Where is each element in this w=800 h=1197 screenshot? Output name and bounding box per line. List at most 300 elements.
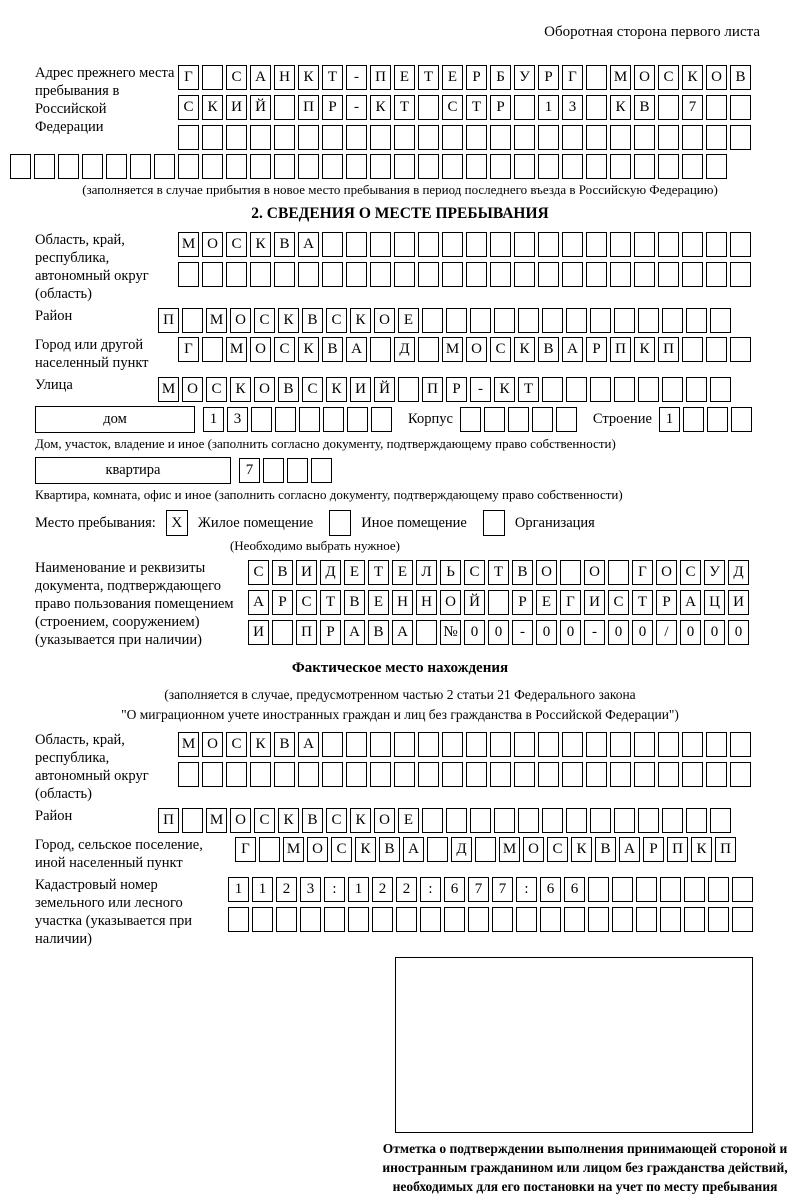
form-cell[interactable]: [658, 232, 679, 257]
form-cell[interactable]: 1: [659, 407, 680, 432]
form-cell[interactable]: И: [728, 590, 749, 615]
form-cell[interactable]: [420, 907, 441, 932]
form-cell[interactable]: [202, 125, 223, 150]
form-cell[interactable]: [10, 154, 31, 179]
form-cell[interactable]: 7: [682, 95, 703, 120]
form-cell[interactable]: [566, 808, 587, 833]
form-cell[interactable]: [562, 732, 583, 757]
form-cell[interactable]: [710, 308, 731, 333]
form-cell[interactable]: О: [706, 65, 727, 90]
form-cell[interactable]: [686, 377, 707, 402]
form-cell[interactable]: Д: [394, 337, 415, 362]
form-cell[interactable]: [586, 262, 607, 287]
form-cell[interactable]: [590, 377, 611, 402]
form-cell[interactable]: [556, 407, 577, 432]
form-cell[interactable]: [394, 125, 415, 150]
form-cell[interactable]: [470, 308, 491, 333]
form-cell[interactable]: С: [608, 590, 629, 615]
form-cell[interactable]: О: [374, 808, 395, 833]
form-cell[interactable]: 0: [632, 620, 653, 645]
form-cell[interactable]: [422, 308, 443, 333]
form-cell[interactable]: [251, 407, 272, 432]
form-cell[interactable]: [418, 232, 439, 257]
form-cell[interactable]: В: [379, 837, 400, 862]
form-cell[interactable]: [228, 907, 249, 932]
form-cell[interactable]: [706, 337, 727, 362]
form-cell[interactable]: Г: [178, 337, 199, 362]
form-cell[interactable]: О: [536, 560, 557, 585]
form-cell[interactable]: /: [656, 620, 677, 645]
form-cell[interactable]: С: [442, 95, 463, 120]
form-cell[interactable]: Р: [643, 837, 664, 862]
form-cell[interactable]: 1: [203, 407, 224, 432]
form-cell[interactable]: [418, 125, 439, 150]
form-cell[interactable]: [610, 262, 631, 287]
form-cell[interactable]: [418, 95, 439, 120]
form-cell[interactable]: [418, 732, 439, 757]
form-cell[interactable]: [466, 762, 487, 787]
form-cell[interactable]: [490, 732, 511, 757]
form-cell[interactable]: К: [355, 837, 376, 862]
form-cell[interactable]: [346, 262, 367, 287]
form-cell[interactable]: [586, 732, 607, 757]
form-cell[interactable]: Р: [538, 65, 559, 90]
form-cell[interactable]: [490, 262, 511, 287]
form-cell[interactable]: [710, 808, 731, 833]
form-cell[interactable]: [682, 154, 703, 179]
form-cell[interactable]: М: [206, 808, 227, 833]
form-cell[interactable]: [274, 262, 295, 287]
form-cell[interactable]: [346, 232, 367, 257]
form-cell[interactable]: [370, 732, 391, 757]
form-cell[interactable]: И: [248, 620, 269, 645]
form-cell[interactable]: [322, 732, 343, 757]
form-cell[interactable]: С: [254, 308, 275, 333]
form-cell[interactable]: С: [296, 590, 317, 615]
form-cell[interactable]: А: [298, 232, 319, 257]
form-cell[interactable]: Г: [178, 65, 199, 90]
form-cell[interactable]: [658, 95, 679, 120]
form-cell[interactable]: Б: [490, 65, 511, 90]
form-cell[interactable]: [372, 907, 393, 932]
form-cell[interactable]: [416, 620, 437, 645]
form-cell[interactable]: [590, 808, 611, 833]
form-cell[interactable]: [346, 732, 367, 757]
form-cell[interactable]: Т: [488, 560, 509, 585]
form-cell[interactable]: [347, 407, 368, 432]
form-cell[interactable]: [562, 125, 583, 150]
form-cell[interactable]: [226, 125, 247, 150]
form-cell[interactable]: [518, 308, 539, 333]
form-cell[interactable]: [490, 232, 511, 257]
form-cell[interactable]: И: [584, 590, 605, 615]
form-cell[interactable]: [682, 732, 703, 757]
form-cell[interactable]: [686, 808, 707, 833]
form-cell[interactable]: [34, 154, 55, 179]
form-cell[interactable]: А: [403, 837, 424, 862]
form-cell[interactable]: [394, 762, 415, 787]
form-cell[interactable]: М: [178, 732, 199, 757]
form-cell[interactable]: [732, 877, 753, 902]
form-cell[interactable]: [370, 125, 391, 150]
form-cell[interactable]: А: [562, 337, 583, 362]
form-cell[interactable]: [730, 732, 751, 757]
form-cell[interactable]: [706, 154, 727, 179]
form-cell[interactable]: [730, 95, 751, 120]
form-cell[interactable]: С: [226, 65, 247, 90]
form-cell[interactable]: М: [499, 837, 520, 862]
form-cell[interactable]: [250, 154, 271, 179]
form-cell[interactable]: Г: [562, 65, 583, 90]
form-cell[interactable]: [586, 232, 607, 257]
form-cell[interactable]: [442, 762, 463, 787]
form-cell[interactable]: [130, 154, 151, 179]
checkbox-residential[interactable]: X: [166, 510, 188, 536]
form-cell[interactable]: [488, 590, 509, 615]
form-cell[interactable]: [612, 907, 633, 932]
form-cell[interactable]: П: [370, 65, 391, 90]
form-cell[interactable]: [608, 560, 629, 585]
form-cell[interactable]: 0: [536, 620, 557, 645]
form-cell[interactable]: [538, 125, 559, 150]
form-cell[interactable]: 3: [227, 407, 248, 432]
form-cell[interactable]: 0: [728, 620, 749, 645]
form-cell[interactable]: [730, 125, 751, 150]
form-cell[interactable]: С: [248, 560, 269, 585]
form-cell[interactable]: -: [346, 95, 367, 120]
form-cell[interactable]: 2: [276, 877, 297, 902]
form-cell[interactable]: [370, 154, 391, 179]
form-cell[interactable]: В: [368, 620, 389, 645]
form-cell[interactable]: Т: [466, 95, 487, 120]
form-cell[interactable]: А: [619, 837, 640, 862]
form-cell[interactable]: [370, 232, 391, 257]
form-cell[interactable]: П: [298, 95, 319, 120]
form-cell[interactable]: [658, 154, 679, 179]
form-cell[interactable]: [274, 154, 295, 179]
form-cell[interactable]: Р: [446, 377, 467, 402]
form-cell[interactable]: О: [466, 337, 487, 362]
form-cell[interactable]: [538, 232, 559, 257]
form-cell[interactable]: С: [226, 732, 247, 757]
form-cell[interactable]: [322, 762, 343, 787]
form-cell[interactable]: [684, 877, 705, 902]
form-cell[interactable]: Т: [418, 65, 439, 90]
form-cell[interactable]: О: [202, 232, 223, 257]
form-cell[interactable]: В: [595, 837, 616, 862]
form-cell[interactable]: [658, 262, 679, 287]
form-cell[interactable]: К: [634, 337, 655, 362]
form-cell[interactable]: [272, 620, 293, 645]
form-cell[interactable]: Р: [490, 95, 511, 120]
form-cell[interactable]: [706, 262, 727, 287]
form-cell[interactable]: В: [274, 732, 295, 757]
form-cell[interactable]: С: [658, 65, 679, 90]
form-cell[interactable]: [514, 262, 535, 287]
form-cell[interactable]: С: [464, 560, 485, 585]
form-cell[interactable]: [446, 808, 467, 833]
form-cell[interactable]: [514, 762, 535, 787]
form-cell[interactable]: [732, 907, 753, 932]
form-cell[interactable]: 6: [564, 877, 585, 902]
form-cell[interactable]: С: [680, 560, 701, 585]
form-cell[interactable]: [490, 762, 511, 787]
form-cell[interactable]: Т: [322, 65, 343, 90]
form-cell[interactable]: 1: [228, 877, 249, 902]
form-cell[interactable]: А: [248, 590, 269, 615]
form-cell[interactable]: О: [250, 337, 271, 362]
form-cell[interactable]: [514, 732, 535, 757]
form-cell[interactable]: Ь: [440, 560, 461, 585]
form-cell[interactable]: Е: [398, 308, 419, 333]
form-cell[interactable]: С: [226, 232, 247, 257]
form-cell[interactable]: Е: [442, 65, 463, 90]
form-cell[interactable]: [610, 732, 631, 757]
form-cell[interactable]: М: [158, 377, 179, 402]
form-cell[interactable]: П: [658, 337, 679, 362]
form-cell[interactable]: П: [715, 837, 736, 862]
form-cell[interactable]: [178, 154, 199, 179]
form-cell[interactable]: Т: [368, 560, 389, 585]
form-cell[interactable]: В: [634, 95, 655, 120]
form-cell[interactable]: О: [230, 808, 251, 833]
form-cell[interactable]: [636, 877, 657, 902]
form-cell[interactable]: Р: [586, 337, 607, 362]
form-cell[interactable]: [562, 154, 583, 179]
form-cell[interactable]: [178, 125, 199, 150]
form-cell[interactable]: [346, 125, 367, 150]
form-cell[interactable]: [686, 308, 707, 333]
form-cell[interactable]: В: [274, 232, 295, 257]
form-cell[interactable]: [252, 907, 273, 932]
form-cell[interactable]: М: [206, 308, 227, 333]
form-cell[interactable]: О: [656, 560, 677, 585]
form-cell[interactable]: Т: [320, 590, 341, 615]
form-cell[interactable]: [259, 837, 280, 862]
form-cell[interactable]: С: [326, 308, 347, 333]
form-cell[interactable]: [614, 308, 635, 333]
form-cell[interactable]: К: [682, 65, 703, 90]
form-cell[interactable]: 6: [540, 877, 561, 902]
form-cell[interactable]: 7: [239, 458, 260, 483]
form-cell[interactable]: [660, 907, 681, 932]
form-cell[interactable]: [446, 308, 467, 333]
form-cell[interactable]: У: [704, 560, 725, 585]
form-cell[interactable]: [394, 732, 415, 757]
form-cell[interactable]: Й: [374, 377, 395, 402]
form-cell[interactable]: [202, 154, 223, 179]
form-cell[interactable]: [634, 262, 655, 287]
form-cell[interactable]: К: [278, 808, 299, 833]
form-cell[interactable]: [706, 232, 727, 257]
form-cell[interactable]: [730, 762, 751, 787]
form-cell[interactable]: А: [250, 65, 271, 90]
form-cell[interactable]: Г: [235, 837, 256, 862]
form-cell[interactable]: [299, 407, 320, 432]
form-cell[interactable]: [466, 154, 487, 179]
form-cell[interactable]: [427, 837, 448, 862]
form-cell[interactable]: [298, 154, 319, 179]
form-cell[interactable]: Н: [274, 65, 295, 90]
form-cell[interactable]: 0: [488, 620, 509, 645]
form-cell[interactable]: [610, 762, 631, 787]
form-cell[interactable]: [346, 762, 367, 787]
form-cell[interactable]: К: [326, 377, 347, 402]
form-cell[interactable]: К: [514, 337, 535, 362]
form-cell[interactable]: [442, 732, 463, 757]
form-cell[interactable]: [634, 154, 655, 179]
form-cell[interactable]: Т: [632, 590, 653, 615]
form-cell[interactable]: [468, 907, 489, 932]
form-cell[interactable]: [638, 308, 659, 333]
form-cell[interactable]: П: [667, 837, 688, 862]
form-cell[interactable]: [514, 95, 535, 120]
form-cell[interactable]: [470, 808, 491, 833]
form-cell[interactable]: Р: [320, 620, 341, 645]
form-cell[interactable]: С: [490, 337, 511, 362]
form-cell[interactable]: 0: [464, 620, 485, 645]
form-cell[interactable]: [311, 458, 332, 483]
form-cell[interactable]: Й: [464, 590, 485, 615]
form-cell[interactable]: [610, 232, 631, 257]
form-cell[interactable]: Е: [368, 590, 389, 615]
form-cell[interactable]: [706, 95, 727, 120]
form-cell[interactable]: Р: [272, 590, 293, 615]
form-cell[interactable]: [348, 907, 369, 932]
form-cell[interactable]: С: [254, 808, 275, 833]
form-cell[interactable]: [322, 262, 343, 287]
form-cell[interactable]: [490, 154, 511, 179]
form-cell[interactable]: [346, 154, 367, 179]
form-cell[interactable]: О: [440, 590, 461, 615]
form-cell[interactable]: [226, 262, 247, 287]
form-cell[interactable]: В: [302, 808, 323, 833]
form-cell[interactable]: Е: [536, 590, 557, 615]
form-cell[interactable]: [287, 458, 308, 483]
form-cell[interactable]: [538, 762, 559, 787]
form-cell[interactable]: С: [302, 377, 323, 402]
form-cell[interactable]: [610, 125, 631, 150]
form-cell[interactable]: К: [691, 837, 712, 862]
form-cell[interactable]: [394, 154, 415, 179]
form-cell[interactable]: :: [420, 877, 441, 902]
form-cell[interactable]: К: [230, 377, 251, 402]
form-cell[interactable]: О: [634, 65, 655, 90]
form-cell[interactable]: -: [470, 377, 491, 402]
form-cell[interactable]: [532, 407, 553, 432]
form-cell[interactable]: [444, 907, 465, 932]
form-cell[interactable]: 7: [468, 877, 489, 902]
form-cell[interactable]: В: [344, 590, 365, 615]
form-cell[interactable]: П: [296, 620, 317, 645]
form-cell[interactable]: К: [370, 95, 391, 120]
form-cell[interactable]: С: [274, 337, 295, 362]
form-cell[interactable]: О: [202, 732, 223, 757]
form-cell[interactable]: П: [610, 337, 631, 362]
form-cell[interactable]: В: [278, 377, 299, 402]
form-cell[interactable]: [300, 907, 321, 932]
form-cell[interactable]: [422, 808, 443, 833]
form-cell[interactable]: [706, 762, 727, 787]
form-cell[interactable]: [706, 125, 727, 150]
form-cell[interactable]: К: [250, 232, 271, 257]
form-cell[interactable]: Е: [392, 560, 413, 585]
form-cell[interactable]: М: [178, 232, 199, 257]
form-cell[interactable]: О: [374, 308, 395, 333]
form-cell[interactable]: [708, 877, 729, 902]
form-cell[interactable]: [560, 560, 581, 585]
form-cell[interactable]: [662, 308, 683, 333]
form-cell[interactable]: [634, 125, 655, 150]
form-cell[interactable]: [707, 407, 728, 432]
form-cell[interactable]: :: [516, 877, 537, 902]
form-cell[interactable]: И: [296, 560, 317, 585]
form-cell[interactable]: [730, 337, 751, 362]
checkbox-organization[interactable]: [483, 510, 505, 536]
form-cell[interactable]: К: [494, 377, 515, 402]
form-cell[interactable]: [418, 262, 439, 287]
form-cell[interactable]: 3: [562, 95, 583, 120]
form-cell[interactable]: Р: [656, 590, 677, 615]
form-cell[interactable]: [610, 154, 631, 179]
form-cell[interactable]: [58, 154, 79, 179]
form-cell[interactable]: [538, 732, 559, 757]
form-cell[interactable]: К: [278, 308, 299, 333]
form-cell[interactable]: 1: [348, 877, 369, 902]
form-cell[interactable]: [660, 877, 681, 902]
form-cell[interactable]: О: [182, 377, 203, 402]
form-cell[interactable]: [682, 262, 703, 287]
form-cell[interactable]: И: [226, 95, 247, 120]
form-cell[interactable]: О: [230, 308, 251, 333]
form-cell[interactable]: Р: [512, 590, 533, 615]
form-cell[interactable]: 1: [252, 877, 273, 902]
form-cell[interactable]: Д: [728, 560, 749, 585]
form-cell[interactable]: Е: [398, 808, 419, 833]
form-cell[interactable]: К: [571, 837, 592, 862]
form-cell[interactable]: [202, 337, 223, 362]
form-cell[interactable]: [540, 907, 561, 932]
form-cell[interactable]: Д: [451, 837, 472, 862]
form-cell[interactable]: [298, 125, 319, 150]
form-cell[interactable]: [494, 308, 515, 333]
form-cell[interactable]: В: [272, 560, 293, 585]
form-cell[interactable]: [538, 262, 559, 287]
form-cell[interactable]: [322, 154, 343, 179]
form-cell[interactable]: [106, 154, 127, 179]
form-cell[interactable]: [538, 154, 559, 179]
form-cell[interactable]: К: [350, 308, 371, 333]
form-cell[interactable]: [562, 762, 583, 787]
form-cell[interactable]: 2: [396, 877, 417, 902]
form-cell[interactable]: [658, 732, 679, 757]
form-cell[interactable]: 6: [444, 877, 465, 902]
form-cell[interactable]: П: [422, 377, 443, 402]
form-cell[interactable]: [298, 762, 319, 787]
form-cell[interactable]: А: [298, 732, 319, 757]
form-cell[interactable]: [634, 732, 655, 757]
form-cell[interactable]: О: [523, 837, 544, 862]
form-cell[interactable]: 1: [538, 95, 559, 120]
form-cell[interactable]: [202, 762, 223, 787]
form-cell[interactable]: [394, 262, 415, 287]
form-cell[interactable]: [276, 907, 297, 932]
form-cell[interactable]: [475, 837, 496, 862]
form-cell[interactable]: [658, 762, 679, 787]
form-cell[interactable]: [466, 232, 487, 257]
form-cell[interactable]: А: [346, 337, 367, 362]
form-cell[interactable]: [586, 154, 607, 179]
